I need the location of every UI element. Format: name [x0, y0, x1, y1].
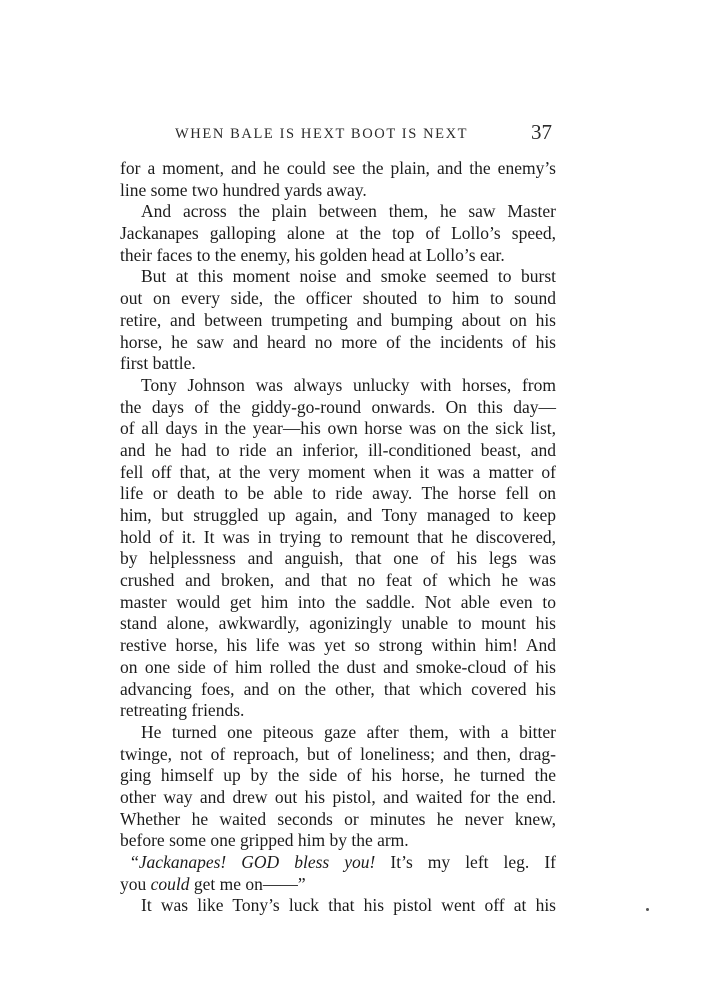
text-line: before some one gripped him by the arm.: [120, 830, 409, 851]
dialogue-line-start: you: [120, 873, 151, 894]
text-line: out on every side, the officer shouted to him to sound: [120, 288, 556, 309]
dialogue-continuation: It’s my left leg. If: [375, 852, 556, 872]
dialogue-exclamation: Jackanapes! GOD bless you!: [138, 852, 376, 872]
page-number: 37: [531, 120, 552, 144]
paragraph-start-line: And across the plain between them, he saw Master: [141, 201, 556, 222]
open-quote: “: [131, 852, 139, 872]
running-header-title: WHEN BALE IS HEXT BOOT IS NEXT: [175, 126, 469, 142]
text-line: on one side of him rolled the dust and smoke-cloud of his: [120, 656, 556, 677]
paragraph-start-line: He turned one piteous gaze after them, with a bitter: [141, 721, 556, 742]
text-line: horse, he saw and heard no more of the incidents of his: [120, 331, 556, 352]
text-line: the days of the giddy-go-round onwards. On this day—: [120, 396, 556, 417]
body-text: [120, 158, 556, 917]
text-line: him, but struggled up again, and Tony managed to keep: [120, 505, 556, 525]
text-line: restive horse, his life was yet so strong within him! And: [120, 635, 556, 656]
text-line: Jackanapes galloping alone at the top of Lollo’s speed,: [120, 223, 556, 244]
text-line: line some two hundred yards away.: [120, 179, 367, 200]
text-line: crushed and broken, and that no feat of which he was: [120, 570, 556, 591]
text-line: master would get him into the saddle. Not able even to: [120, 591, 556, 612]
text-line: advancing foes, and on the other, that which covered his: [120, 678, 556, 699]
text-line: life or death to be able to ride away. The horse fell on: [120, 483, 556, 504]
text-line: of all days in the year—his own horse was on the sick list,: [120, 418, 556, 439]
text-line: by helplessness and anguish, that one of his legs was: [120, 548, 556, 569]
text-line: retreating friends.: [120, 700, 245, 721]
text-line: hold of it. It was in trying to remount that he discovered,: [120, 526, 556, 547]
text-line: fell off that, at the very moment when it was a matter of: [120, 461, 556, 482]
print-speck: [646, 908, 649, 911]
text-line: and he had to ride an inferior, ill-conditioned beast, and: [120, 439, 556, 460]
text-line: other way and drew out his pistol, and waited for the end.: [120, 786, 556, 807]
dialogue-line: [120, 874, 556, 896]
paragraph-start-line: Tony Johnson was always unlucky with horses, from: [141, 374, 556, 395]
paragraph-start-line: It was like Tony’s luck that his pistol went off at his: [141, 895, 556, 916]
text-line: Whether he waited seconds or minutes he never knew,: [120, 808, 556, 829]
dialogue-line-end: get me on——”: [189, 873, 306, 894]
text-line: twinge, not of reproach, but of loneliness; and then, drag-: [120, 743, 556, 764]
dialogue-emphasis: could: [150, 873, 190, 894]
text-line: stand alone, awkwardly, agonizingly unable to mount his: [120, 613, 556, 634]
text-line: for a moment, and he could see the plain, and the enemy’s: [120, 158, 556, 178]
dialogue-line: [120, 852, 556, 874]
text-line: their faces to the enemy, his golden head at Lollo’s ear.: [120, 244, 505, 265]
text-line: ging himself up by the side of his horse, he turned the: [120, 765, 556, 786]
text-line: retire, and between trumpeting and bumping about on his: [120, 309, 556, 330]
text-line: first battle.: [120, 353, 196, 374]
paragraph-start-line: But at this moment noise and smoke seemed to burst: [141, 266, 556, 287]
